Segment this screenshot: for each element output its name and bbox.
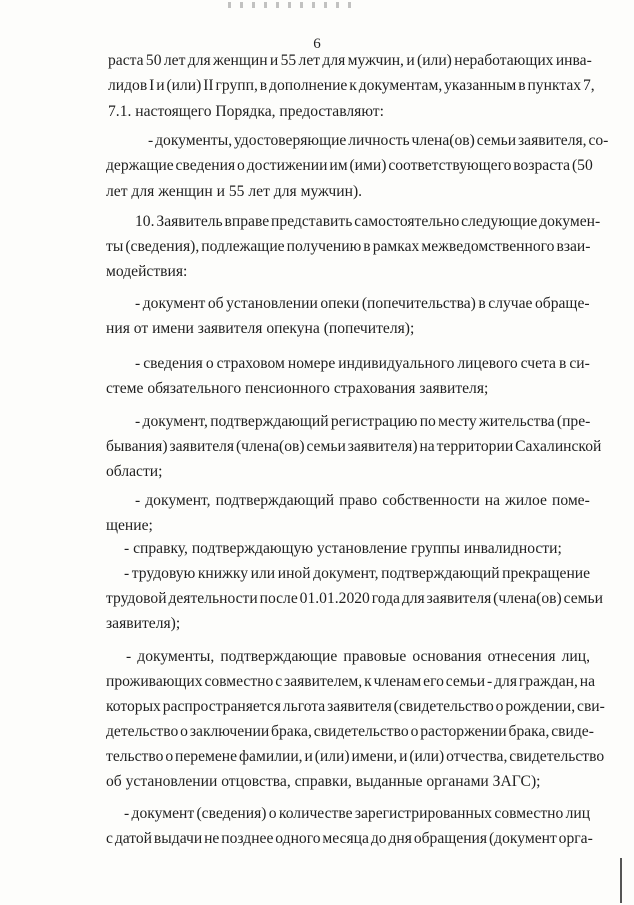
text-line: - документ об установлении опеки (попечительства) в случае обраще- — [135, 295, 590, 312]
text-line: 10. Заявитель вправе представить самостоятельно следующие докумен- — [135, 213, 601, 230]
text-line: области; — [106, 463, 163, 480]
text-line: с датой выдачи не позднее одного месяца до дня обращения (документ орга- — [106, 830, 593, 847]
text-line: щение; — [106, 517, 153, 534]
text-line: - документы, подтверждающие правовые основания отнесения лиц, — [126, 648, 590, 665]
text-line: - сведения о страховом номере индивидуального лицевого счета в си- — [135, 355, 590, 372]
text-line: - документы, удостоверяющие личность члена(ов) семьи заявителя, со- — [148, 132, 609, 149]
text-line: трудовой деятельности после 01.01.2020 года для заявителя (члена(ов) семьи — [106, 590, 603, 607]
text-line: тельство о перемене фамилии, и (или) имени, и (или) отчества, свидетельство — [106, 748, 605, 765]
text-line: заявителя); — [106, 615, 181, 632]
text-line: - документ, подтверждающий регистрацию по месту жительства (пре- — [135, 413, 591, 430]
text-line: ния от имени заявителя опекуна (попечителя); — [106, 320, 415, 337]
text-line: которых распространяется льгота заявителя (свидетельство о рождении, сви- — [106, 698, 605, 715]
text-line: держащие сведения о достижении им (ими) соответствующего возраста (50 — [106, 157, 593, 174]
text-line: - трудовую книжку или иной документ, подтверждающий прекращение — [124, 565, 591, 582]
text-line: бывания) заявителя (члена(ов) семьи заявителя) на территории Сахалинской — [106, 438, 602, 455]
text-line: - документ, подтверждающий право собственности на жилое поме- — [135, 492, 590, 509]
page-number: 6 — [313, 36, 321, 52]
text-line: об установлении отцовства, справки, выданные органами ЗАГС); — [106, 773, 541, 790]
text-line: ты (сведения), подлежащие получению в рамках межведомственного взаи- — [106, 238, 591, 255]
scan-edge-mark — [620, 858, 622, 903]
text-line: - документ (сведения) о количестве зарегистрированных совместно лиц — [124, 805, 591, 822]
text-line: проживающих совместно с заявителем, к членам его семьи - для граждан, на — [106, 673, 596, 690]
text-line: модействия: — [106, 263, 188, 280]
scan-artifact — [228, 2, 358, 8]
text-line: детельство о заключении брака, свидетельство о расторжении брака, свиде- — [106, 723, 594, 740]
text-line: - справку, подтверждающую установление группы инвалидности; — [124, 540, 562, 557]
text-line: лидов I и (или) II групп, в дополнение к документам, указанным в пунктах 7, — [108, 77, 595, 94]
text-line: стеме обязательного пенсионного страхования заявителя; — [106, 380, 489, 397]
text-line: лет для женщин и 55 лет для мужчин). — [106, 183, 363, 200]
text-line: 7.1. настоящего Порядка, предоставляют: — [108, 103, 384, 120]
text-line: раста 50 лет для женщин и 55 лет для мужчин, и (или) неработающих инва- — [108, 52, 592, 69]
